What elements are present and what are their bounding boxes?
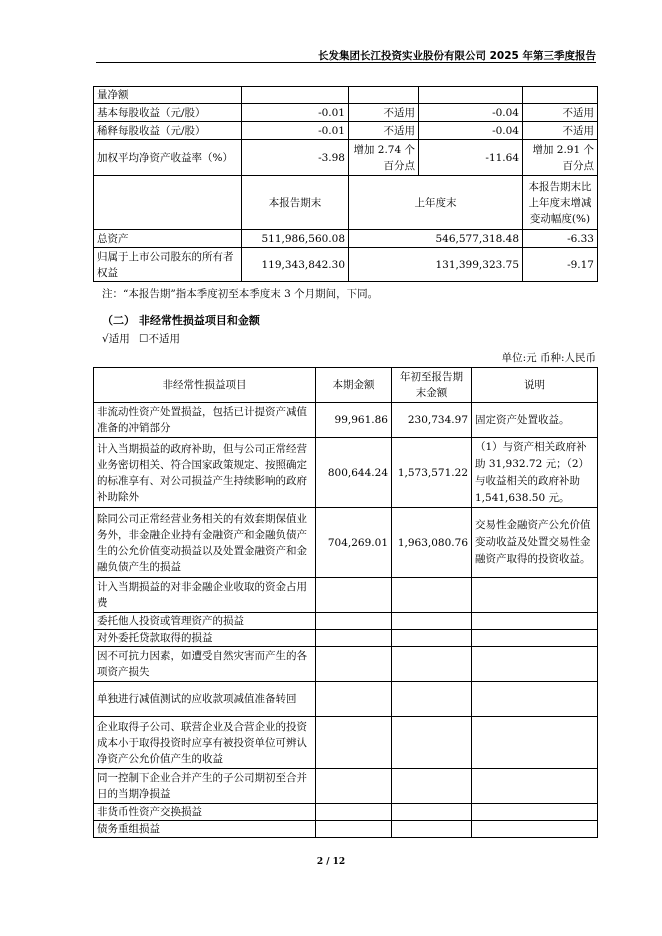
item-label: 企业取得子公司、联营企业及合营企业的投资成本小于取得投资时应享有被投资单位可辨认净资产公允价值产生的收益 xyxy=(94,717,316,769)
column-header: 非经常性损益项目 xyxy=(94,368,316,403)
table-row xyxy=(94,508,598,578)
item-label: 同一控制下企业合并产生的子公司期初至合并日的当期净损益 xyxy=(94,769,316,804)
row-label: 稀释每股收益（元/股） xyxy=(94,122,242,140)
item-description: 交易性金融资产公允价值变动收益及处置交易性金融资产取得的投资收益。 xyxy=(472,508,598,578)
table-row xyxy=(94,647,598,682)
cell-value: -0.04 xyxy=(419,122,523,140)
report-header: 长发集团长江投资实业股份有限公司 2025 年第三季度报告 xyxy=(317,50,596,62)
non-recurring-items-table xyxy=(93,367,598,838)
table-row xyxy=(94,804,598,821)
table-row xyxy=(94,578,598,613)
cell-value: -0.01 xyxy=(242,104,349,122)
cell-value: 1,573,571.22 xyxy=(392,438,472,508)
row-label: 量净额 xyxy=(94,87,242,104)
table-row xyxy=(94,438,598,508)
column-header: 本报告期末 xyxy=(242,176,349,230)
item-label: 因不可抗力因素，如遭受自然灾害而产生的各项资产损失 xyxy=(94,647,316,682)
table-row xyxy=(94,104,598,122)
cell-value: 511,986,560.08 xyxy=(242,230,349,248)
applicability-options xyxy=(102,331,180,346)
item-description: 固定资产处置收益。 xyxy=(472,403,598,438)
table-row xyxy=(94,87,598,104)
item-label: 非流动性资产处置损益，包括已计提资产减值准备的冲销部分 xyxy=(94,403,316,438)
item-description: （1）与资产相关政府补助 31,932.72 元；（2）与收益相关的政府补助 1,541,638.50 元。 xyxy=(472,438,598,508)
unit-currency-label: 单位:元 币种:人民币 xyxy=(501,352,596,364)
table-row xyxy=(94,403,598,438)
cell-value: 131,399,323.75 xyxy=(349,248,523,282)
table-subheader-row xyxy=(94,176,598,230)
column-header: 本期金额 xyxy=(316,368,392,403)
table-header-row xyxy=(94,368,598,403)
table-row xyxy=(94,248,598,282)
row-label: 归属于上市公司股东的所有者权益 xyxy=(94,248,242,282)
cell-value: 546,577,318.48 xyxy=(349,230,523,248)
table-row xyxy=(94,717,598,769)
cell-value: 1,963,080.76 xyxy=(392,508,472,578)
table-row xyxy=(94,140,598,176)
cell-value: 800,644.24 xyxy=(316,438,392,508)
section-title: （二） 非经常性损益项目和金额 xyxy=(102,314,260,327)
cell-value: 不适用 xyxy=(523,122,598,140)
table-row xyxy=(94,769,598,804)
cell-value: 不适用 xyxy=(349,104,419,122)
cell-value: 增加 2.74 个百分点 xyxy=(349,140,419,176)
applicable-checked: √适用 xyxy=(102,333,130,345)
item-label: 对外委托贷款取得的损益 xyxy=(94,630,316,647)
item-label: 计入当期损益的对非金融企业收取的资金占用费 xyxy=(94,578,316,613)
table-row xyxy=(94,230,598,248)
cell-value: 增加 2.91 个百分点 xyxy=(523,140,598,176)
row-label: 总资产 xyxy=(94,230,242,248)
item-label: 除同公司正常经营业务相关的有效套期保值业务外，非金融企业持有金融资产和金融负债产生的公允价值变动损益以及处置金融资产和金融负债产生的损益 xyxy=(94,508,316,578)
page-number: 2 / 12 xyxy=(316,857,346,867)
item-label: 债务重组损益 xyxy=(94,821,316,838)
cell-value: -0.01 xyxy=(242,122,349,140)
table-row xyxy=(94,122,598,140)
cell-value: 不适用 xyxy=(523,104,598,122)
column-header: 年初至报告期末金额 xyxy=(392,368,472,403)
table-row xyxy=(94,630,598,647)
table-row xyxy=(94,613,598,630)
row-label: 基本每股收益（元/股） xyxy=(94,104,242,122)
table-row xyxy=(94,821,598,838)
column-header: 说明 xyxy=(472,368,598,403)
item-label: 委托他人投资或管理资产的损益 xyxy=(94,613,316,630)
item-label: 计入当期损益的政府补助，但与公司正常经营业务密切相关、符合国家政策规定、按照确定的标准享有、对公司损益产生持续影响的政府补助除外 xyxy=(94,438,316,508)
cell-value: -3.98 xyxy=(242,140,349,176)
row-label: 加权平均净资产收益率（%） xyxy=(94,140,242,176)
cell-value: 不适用 xyxy=(349,122,419,140)
financial-summary-table xyxy=(93,86,598,282)
table-row xyxy=(94,682,598,717)
item-label: 单独进行减值测试的应收款项减值准备转回 xyxy=(94,682,316,717)
cell-value: 119,343,842.30 xyxy=(242,248,349,282)
cell-value: -0.04 xyxy=(419,104,523,122)
not-applicable-unchecked: ☐不适用 xyxy=(139,333,180,345)
cell-value: 230,734.97 xyxy=(392,403,472,438)
cell-value: -6.33 xyxy=(523,230,598,248)
table-note: 注：“本报告期”指本季度初至本季度末 3 个月期间，下同。 xyxy=(102,288,379,300)
item-label: 非货币性资产交换损益 xyxy=(94,804,316,821)
cell-value: 99,961.86 xyxy=(316,403,392,438)
cell-value: 704,269.01 xyxy=(316,508,392,578)
cell-value: -11.64 xyxy=(419,140,523,176)
column-header: 上年度末 xyxy=(349,176,523,230)
cell-value: -9.17 xyxy=(523,248,598,282)
column-header: 本报告期末比上年度末增减变动幅度(%) xyxy=(523,176,598,230)
header-divider xyxy=(96,62,596,63)
